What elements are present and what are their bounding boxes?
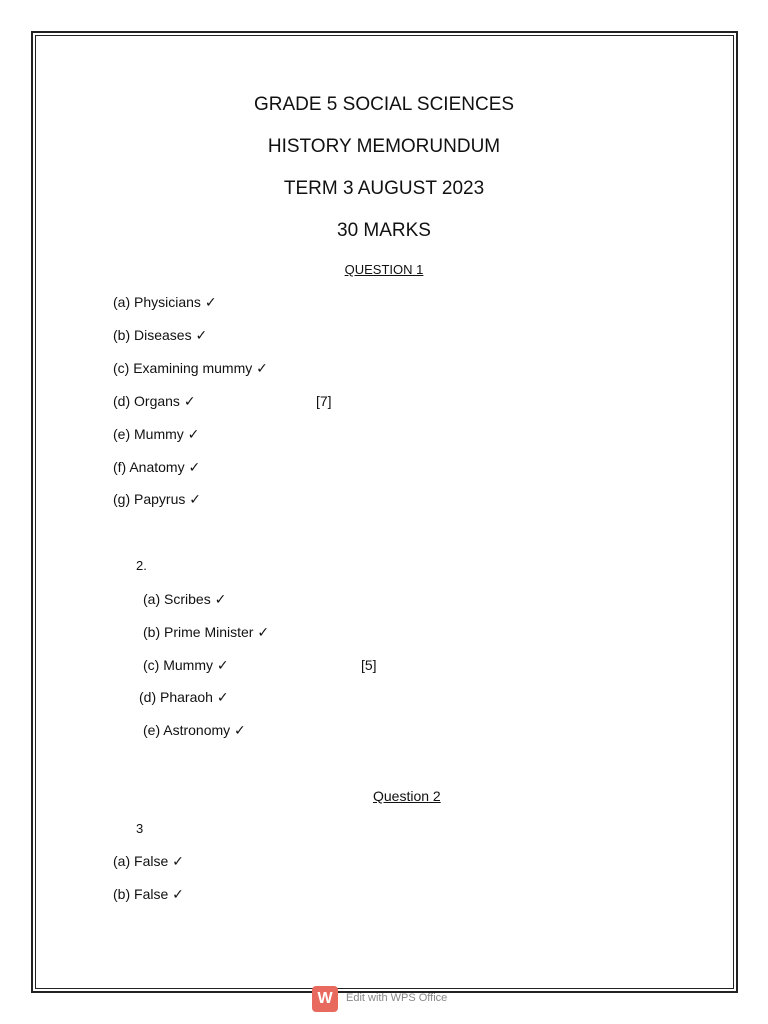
item-letter: (b) xyxy=(113,886,131,902)
item-answer: Mummy ✓ xyxy=(163,657,229,673)
item-letter: (c) xyxy=(143,657,160,673)
item-letter: (b) xyxy=(113,327,131,343)
list-item xyxy=(143,656,229,674)
list-item xyxy=(143,721,246,739)
item-answer: False ✓ xyxy=(134,853,184,869)
item-letter: (g) xyxy=(113,491,131,507)
item-answer: Mummy ✓ xyxy=(134,426,200,442)
list-item xyxy=(113,359,268,377)
wps-footer xyxy=(0,985,768,1013)
list-item xyxy=(113,885,184,903)
item-answer: Anatomy ✓ xyxy=(129,459,201,475)
question-2-heading: Question 2 xyxy=(373,788,441,804)
list-item xyxy=(113,425,199,443)
item-letter: (a) xyxy=(113,294,131,310)
list-item xyxy=(143,590,226,608)
item-letter: (e) xyxy=(113,426,131,442)
item-letter: (e) xyxy=(143,722,161,738)
item-answer: Pharaoh ✓ xyxy=(160,689,229,705)
item-answer: Examining mummy ✓ xyxy=(133,360,268,376)
item-letter: (d) xyxy=(139,689,157,705)
wps-logo-icon[interactable]: W xyxy=(312,986,338,1012)
list-item xyxy=(113,490,201,508)
edit-with-wps-link[interactable]: Edit with WPS Office xyxy=(346,992,448,1004)
item-letter: (f) xyxy=(113,459,127,475)
item-answer: Astronomy ✓ xyxy=(163,722,246,738)
title-term: TERM 3 AUGUST 2023 xyxy=(283,178,485,199)
list-item xyxy=(113,852,184,870)
item-answer: False ✓ xyxy=(134,886,184,902)
marks-total-q1-2: [5] xyxy=(361,657,377,673)
item-answer: Papyrus ✓ xyxy=(134,491,201,507)
list-item xyxy=(113,392,196,410)
list-item xyxy=(113,293,217,311)
item-letter: (d) xyxy=(113,393,131,409)
item-letter: (b) xyxy=(143,624,161,640)
item-answer: Prime Minister ✓ xyxy=(164,624,270,640)
item-letter: (c) xyxy=(113,360,130,376)
title-marks: 30 MARKS xyxy=(337,220,431,241)
question-1-heading: QUESTION 1 xyxy=(344,262,424,277)
list-item xyxy=(143,623,269,641)
title-grade: GRADE 5 SOCIAL SCIENCES xyxy=(253,94,515,115)
sub-question-number: 2. xyxy=(136,558,147,573)
item-answer: Physicians ✓ xyxy=(134,294,217,310)
title-subject: HISTORY MEMORUNDUM xyxy=(267,136,501,157)
list-item xyxy=(139,688,229,706)
item-letter: (a) xyxy=(143,591,161,607)
list-item xyxy=(113,458,200,476)
marks-total-q1: [7] xyxy=(316,393,332,409)
item-answer: Diseases ✓ xyxy=(134,327,208,343)
item-answer: Organs ✓ xyxy=(134,393,196,409)
list-item xyxy=(113,326,207,344)
item-answer: Scribes ✓ xyxy=(164,591,227,607)
question-number: 3 xyxy=(136,821,144,836)
item-letter: (a) xyxy=(113,853,131,869)
